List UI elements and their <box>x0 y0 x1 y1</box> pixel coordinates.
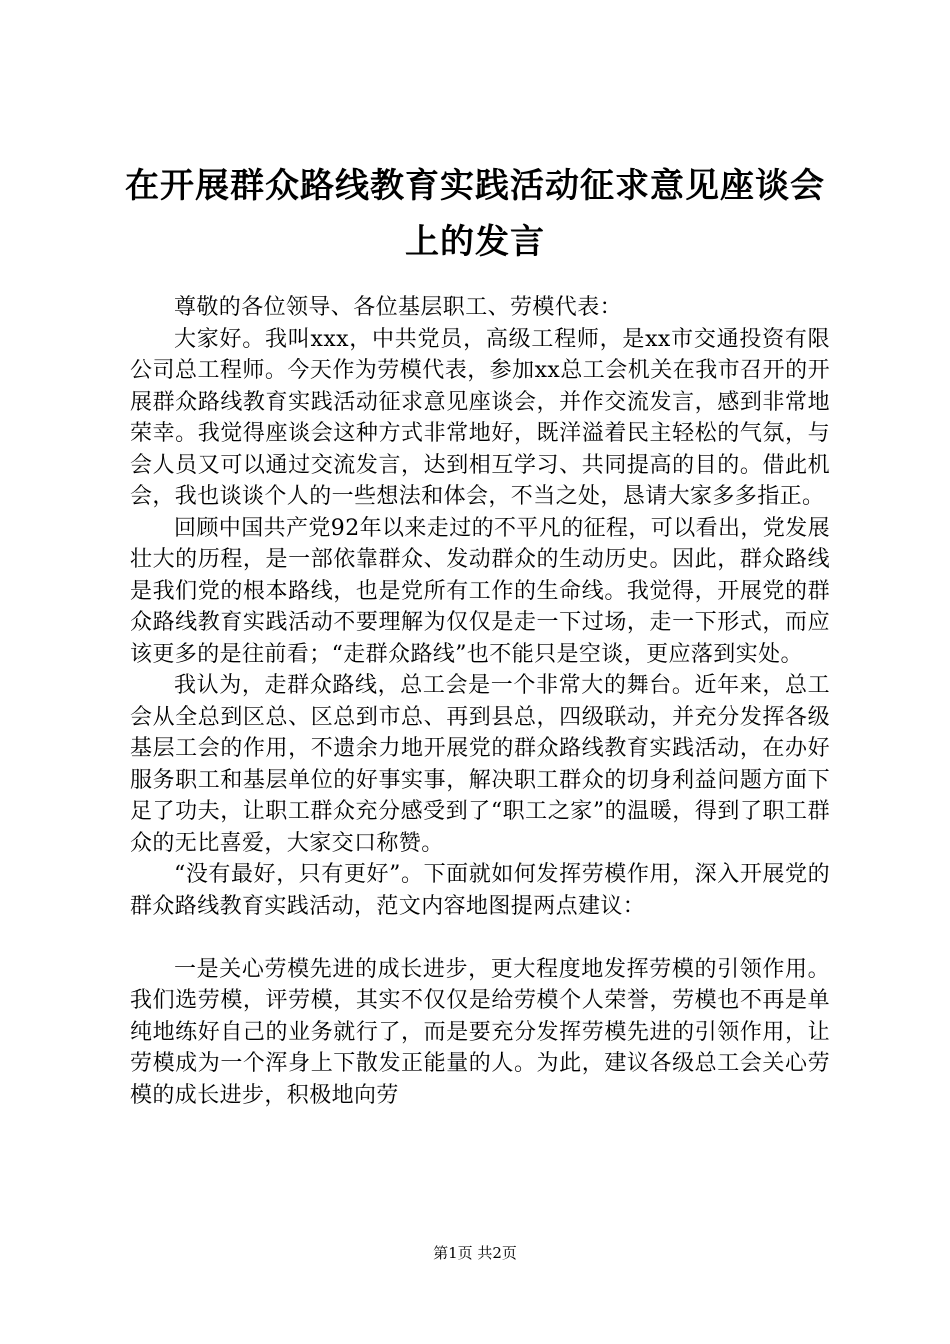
body-paragraph: 大家好。我叫xxx，中共党员，高级工程师，是xx市交通投资有限公司总工程师。今天作为劳模代表，参加xx总工会机关在我市召开的开展群众路线教育实践活动征求意见座谈会，并作交流发言，感到非常地荣幸。我觉得座谈会这种方式非常地好，既洋溢着民主轻松的气氛，与会人员又可以通过交流发言，达到相互学习、共同提高的目的。借此机会，我也谈谈个人的一些想法和体会，不当之处，恳请大家多多指正。 <box>130 326 830 509</box>
body-paragraph: 一是关心劳模先进的成长进步，更大程度地发挥劳模的引领作用。我们选劳模，评劳模，其实不仅仅是给劳模个人荣誉，劳模也不再是单纯地练好自己的业务就行了，而是要充分发挥劳模先进的引领作用，让劳模成为一个浑身上下散发正能量的人。为此，建议各级总工会关心劳模的成长进步，积极地向劳 <box>130 956 830 1108</box>
page-number-footer: 第1页 共2页 <box>433 1244 517 1262</box>
document-body <box>130 292 830 1111</box>
body-paragraph: 回顾中国共产党92年以来走过的不平凡的征程，可以看出，党发展壮大的历程，是一部依靠群众、发动群众的生动历史。因此，群众路线是我们党的根本路线，也是党所有工作的生命线。我觉得，开展党的群众路线教育实践活动不要理解为仅仅是走一下过场，走一下形式，而应该更多的是往前看；“走群众路线”也不能只是空谈，更应落到实处。 <box>130 515 830 667</box>
body-paragraph: 我认为，走群众路线，总工会是一个非常大的舞台。近年来，总工会从全总到区总、区总到市总、再到县总，四级联动，并充分发挥各级基层工会的作用，不遗余力地开展党的群众路线教育实践活动，在办好服务职工和基层单位的好事实事，解决职工群众的切身利益问题方面下足了功夫，让职工群众充分感受到了“职工之家”的温暖，得到了职工群众的无比喜爱，大家交口称赞。 <box>130 673 830 856</box>
salutation-paragraph: 尊敬的各位领导、各位基层职工、劳模代表： <box>174 295 623 320</box>
document-title: 在开展群众路线教育实践活动征求意见座谈会上的发言 <box>125 166 825 262</box>
body-paragraph: “没有最好，只有更好”。下面就如何发挥劳模作用，深入开展党的群众路线教育实践活动，范文内容地图提两点建议： <box>130 862 830 919</box>
